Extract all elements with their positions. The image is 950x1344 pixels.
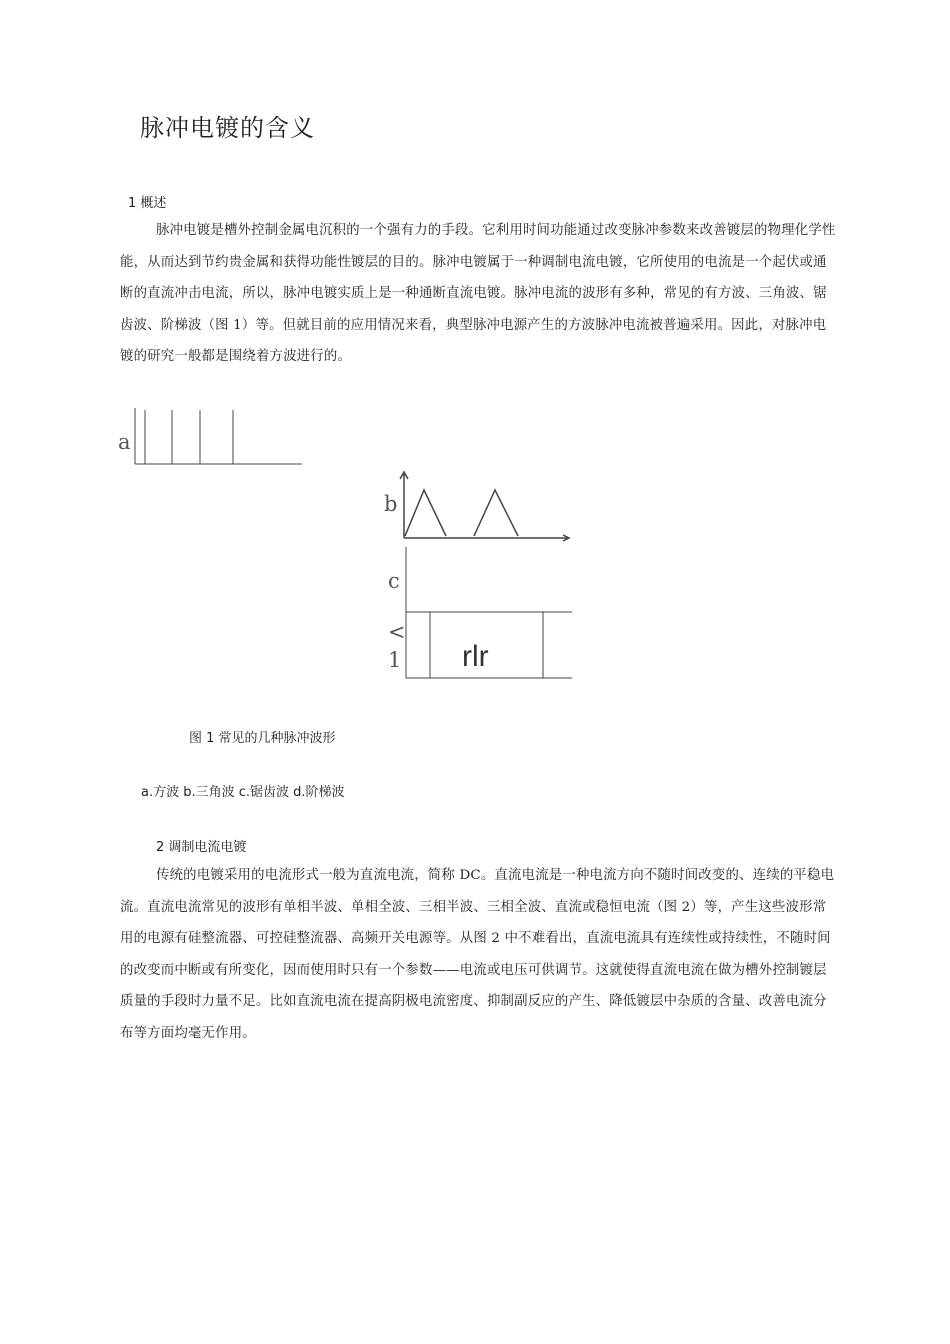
figure-label-a: a bbox=[118, 430, 131, 454]
section-1-heading: 1 概述 bbox=[128, 196, 167, 211]
figure-legend: a.方波 b.三角波 c.锯齿波 d.阶梯波 bbox=[141, 785, 345, 800]
figure-label-b: b bbox=[384, 492, 398, 516]
section-2-heading: 2 调制电流电镀 bbox=[156, 840, 247, 855]
figure-label-d-bottom: 1 bbox=[388, 648, 402, 672]
page-title: 脉冲电镀的含义 bbox=[140, 114, 315, 142]
section-1-paragraph: 脉冲电镀是槽外控制金属电沉积的一个强有力的手段。它利用时间功能通过改变脉冲参数来改善镀层的物理化学性能，从而达到节约贵金属和获得功能性镀层的目的。脉冲电镀属于一种调制电流电镀，它所使用的电流是一个起伏或通断的直流冲击电流，所以，脉冲电镀实质上是一种通断直流电镀。脉冲电流的波形有多种，常见的有方波、三角波、锯齿波、阶梯波（图 1）等。但就目前的应用情况来看，典型脉冲电源产生的方波脉冲电流被普遍采用。因此，对脉冲电镀的研究一般都是围绕着方波进行的。 bbox=[120, 223, 836, 365]
square-wave-figure bbox=[130, 408, 306, 468]
figure-label-c: c bbox=[388, 569, 400, 593]
figure-caption: 图 1 常见的几种脉冲波形 bbox=[189, 731, 336, 746]
triangle-wave-figure bbox=[400, 470, 575, 542]
section-2-paragraph: 传统的电镀采用的电流形式一般为直流电流，简称 DC。直流电流是一种电流方向不随时间改变的、连续的平稳电流。直流电流常见的波形有单相半波、单相全波、三相半波、三相全波、直流或稳恒电流（图 2）等，产生这些波形常用的电源有硅整流器、可控硅整流器、高频开关电源等。从图 2 中不难看出，直流电流具有连续性或持续性，不随时间的改变而中断或有所变化，因而使用时只有一个参数——电流或电压可供调节。这就使得直流电流在做为槽外控制镀层质量的手段时力量不足。比如直流电流在提高阴极电流密度、抑制副反应的产生、降低镀层中杂质的含量、改善电流分布等方面均毫无作用。 bbox=[120, 868, 835, 1041]
figure-label-d-top: < bbox=[388, 620, 406, 644]
figure-inner-text: rlr bbox=[462, 640, 489, 673]
